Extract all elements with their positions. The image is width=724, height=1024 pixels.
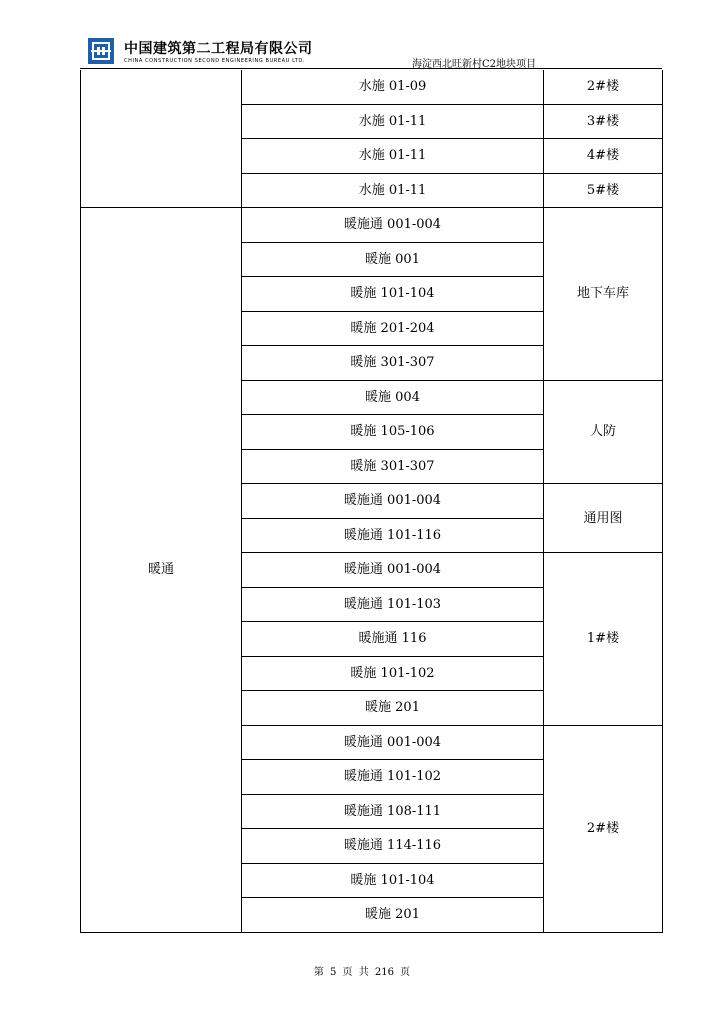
cscec-logo-icon (88, 38, 114, 64)
drawing-cell: 暖施通 116 (242, 622, 544, 657)
drawing-cell: 水施 01-09 (242, 70, 544, 104)
drawing-cell: 暖施通 001-004 (242, 553, 544, 588)
drawing-cell: 暖施 105-106 (242, 415, 544, 450)
location-cell: 1#楼 (544, 553, 663, 726)
company-name-en: CHINA CONSTRUCTION SECOND ENGINEERING BUREAU LTD. (124, 58, 306, 64)
project-name: 海淀西北旺新村C2地块项目 (411, 59, 536, 70)
location-cell: 4#楼 (544, 139, 663, 174)
drawing-cell: 暖施通 001-004 (242, 208, 544, 243)
drawing-cell: 暖施 201-204 (242, 311, 544, 346)
drawing-cell: 水施 01-11 (242, 104, 544, 139)
location-cell: 通用图 (544, 484, 663, 553)
drawing-cell: 暖施通 001-004 (242, 484, 544, 519)
drawing-cell: 水施 01-11 (242, 139, 544, 174)
location-cell: 人防 (544, 380, 663, 484)
drawing-cell: 暖施 301-307 (242, 449, 544, 484)
drawing-cell: 暖施 004 (242, 380, 544, 415)
drawing-cell: 暖施 101-104 (242, 863, 544, 898)
drawing-cell: 暖施通 001-004 (242, 725, 544, 760)
page-header (80, 36, 662, 70)
drawing-cell: 暖施 101-104 (242, 277, 544, 312)
location-cell: 5#楼 (544, 173, 663, 208)
drawing-cell: 暖施 201 (242, 898, 544, 933)
drawing-cell: 暖施 001 (242, 242, 544, 277)
drawing-cell: 暖施通 114-116 (242, 829, 544, 864)
location-cell: 3#楼 (544, 104, 663, 139)
category-cell (81, 70, 242, 208)
table-row (81, 208, 663, 243)
drawing-cell: 暖施通 101-116 (242, 518, 544, 553)
header-divider (80, 68, 662, 69)
category-cell: 暖通 (81, 208, 242, 933)
drawing-cell: 暖施 101-102 (242, 656, 544, 691)
location-cell: 2#楼 (544, 725, 663, 932)
location-cell: 2#楼 (544, 70, 663, 104)
company-name-cn: 中国建筑第二工程局有限公司 (124, 41, 313, 57)
drawing-cell: 暖施 201 (242, 691, 544, 726)
drawing-cell: 暖施通 108-111 (242, 794, 544, 829)
location-cell: 地下车库 (544, 208, 663, 381)
drawing-cell: 暖施通 101-102 (242, 760, 544, 795)
page-footer: 第 5 页 共 216 页 (313, 967, 411, 978)
drawing-cell: 暖施通 101-103 (242, 587, 544, 622)
drawing-list-table (80, 70, 663, 933)
drawing-cell: 水施 01-11 (242, 173, 544, 208)
table-row (81, 70, 663, 104)
drawing-cell: 暖施 301-307 (242, 346, 544, 381)
